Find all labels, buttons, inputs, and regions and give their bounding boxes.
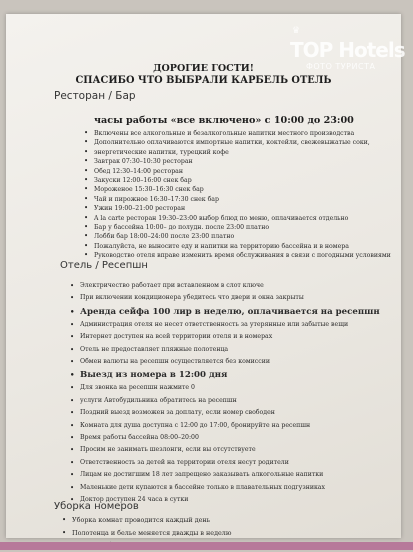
list-item: • Доктор доступен 24 часа в сутки: [70, 494, 380, 506]
cleaning-section-title: Уборка номеров: [54, 501, 139, 512]
list-item: • Завтрак 07:30–10:30 ресторан: [84, 157, 391, 166]
thanks-heading: СПАСИБО ЧТО ВЫБРАЛИ КАРБЕЛЬ ОТЕЛЬ: [75, 75, 332, 86]
restaurant-section-title: Ресторан / Бар: [54, 90, 136, 102]
list-item: • Дополнительно оплачиваются импортные напитки, коктейли, свежевыжатые соки,: [84, 138, 391, 147]
watermark-logo: TOP Hotels: [290, 38, 405, 62]
list-item: • При включении кондиционера убедитесь что двери и окна закрыты: [70, 292, 380, 304]
list-item: • Обмен валюты на ресепшн осуществляется без комиссии: [70, 356, 380, 368]
list-item: • Лобби бар 18:00–24:00 после 23:00 платно: [84, 232, 391, 241]
list-item: • Лицам не достигшим 18 лет запрещено заказывать алкогольные напитки: [70, 469, 380, 481]
notice-paper: [6, 14, 401, 538]
list-item: • Чай и пирожное 16:30–17:30 снек бар: [84, 195, 391, 204]
list-item: • Отель не предоставляет пляжные полотенца: [70, 344, 380, 356]
crown-icon: ♛: [292, 26, 302, 36]
list-item: • Электричество работает при вставленном в слот ключе: [70, 280, 380, 292]
greeting-heading: ДОРОГИЕ ГОСТИ!: [153, 63, 254, 74]
list-item: • Поздний выезд возможен за доплату, если номер свободен: [70, 407, 380, 419]
list-item: • Время работы бассейна 08:00–20:00: [70, 432, 380, 444]
list-item: • Обед 12:30–14:00 ресторан: [84, 167, 391, 176]
list-item: • Администрация отеля не несет ответственность за утерянные или забытые вещи: [70, 319, 380, 331]
watermark-caption: ФОТО ТУРИСТА: [306, 62, 376, 71]
restaurant-hours: часы работы «все включено» с 10:00 до 23:00: [94, 115, 354, 126]
list-item: • Руководство отеля вправе изменить время обслуживания в связи с погодными условиями: [84, 251, 391, 260]
list-item: • услуги Автобудильника обратитесь на ресепшн: [70, 395, 380, 407]
list-item: • Выезд из номера в 12:00 дня: [70, 368, 380, 382]
list-item: • Включены все алкогольные и безалкогольные напитки местного производства: [84, 129, 391, 138]
tophotels-watermark: [288, 24, 408, 84]
list-item: • Пожалуйста, не выносите еду и напитки на территорию бассейна и в номера: [84, 242, 391, 251]
list-item: • Полотенца и белье меняется дважды в неделю: [62, 527, 268, 540]
list-item: • Бар у бассейна 10:00– до полудн. после 23:00 платно: [84, 223, 391, 232]
list-item: • энергетические напитки, турецкий кофе: [84, 148, 391, 157]
background-surface: [0, 542, 413, 550]
hotel-list: [70, 280, 380, 507]
list-item: • A la carte ресторан 19:30–23:00 выбор блюд по меню, оплачивается отдельно: [84, 214, 391, 223]
list-item: • Интернет доступен на всей территории отеля и в номерах: [70, 331, 380, 343]
list-item: • Закуски 12:00–16:00 снек бар: [84, 176, 391, 185]
hotel-section-title: Отель / Ресепшн: [60, 260, 148, 271]
list-item: • Комната для душа доступна с 12:00 до 17:00, бронируйте на ресепшн: [70, 420, 380, 432]
list-item: • Ужин 19:00–21:00 ресторан: [84, 204, 391, 213]
list-item: • Для звонка на ресепшн нажмите 0: [70, 382, 380, 394]
list-item: • Маленькие дети купаются в бассейне только в плавательных подгузниках: [70, 482, 380, 494]
list-item: • Аренда сейфа 100 лир в неделю, оплачивается на ресепшн: [70, 305, 380, 319]
list-item: • Ответственность за детей на территории отеля несут родители: [70, 457, 380, 469]
list-item: • Мороженое 15:30–16:30 снек бар: [84, 185, 391, 194]
restaurant-list: [84, 129, 391, 261]
list-item: • Просим не занимать шезлонги, если вы отсутствуете: [70, 444, 380, 456]
list-item: • Уборка комнат проводится каждый день: [62, 514, 268, 527]
